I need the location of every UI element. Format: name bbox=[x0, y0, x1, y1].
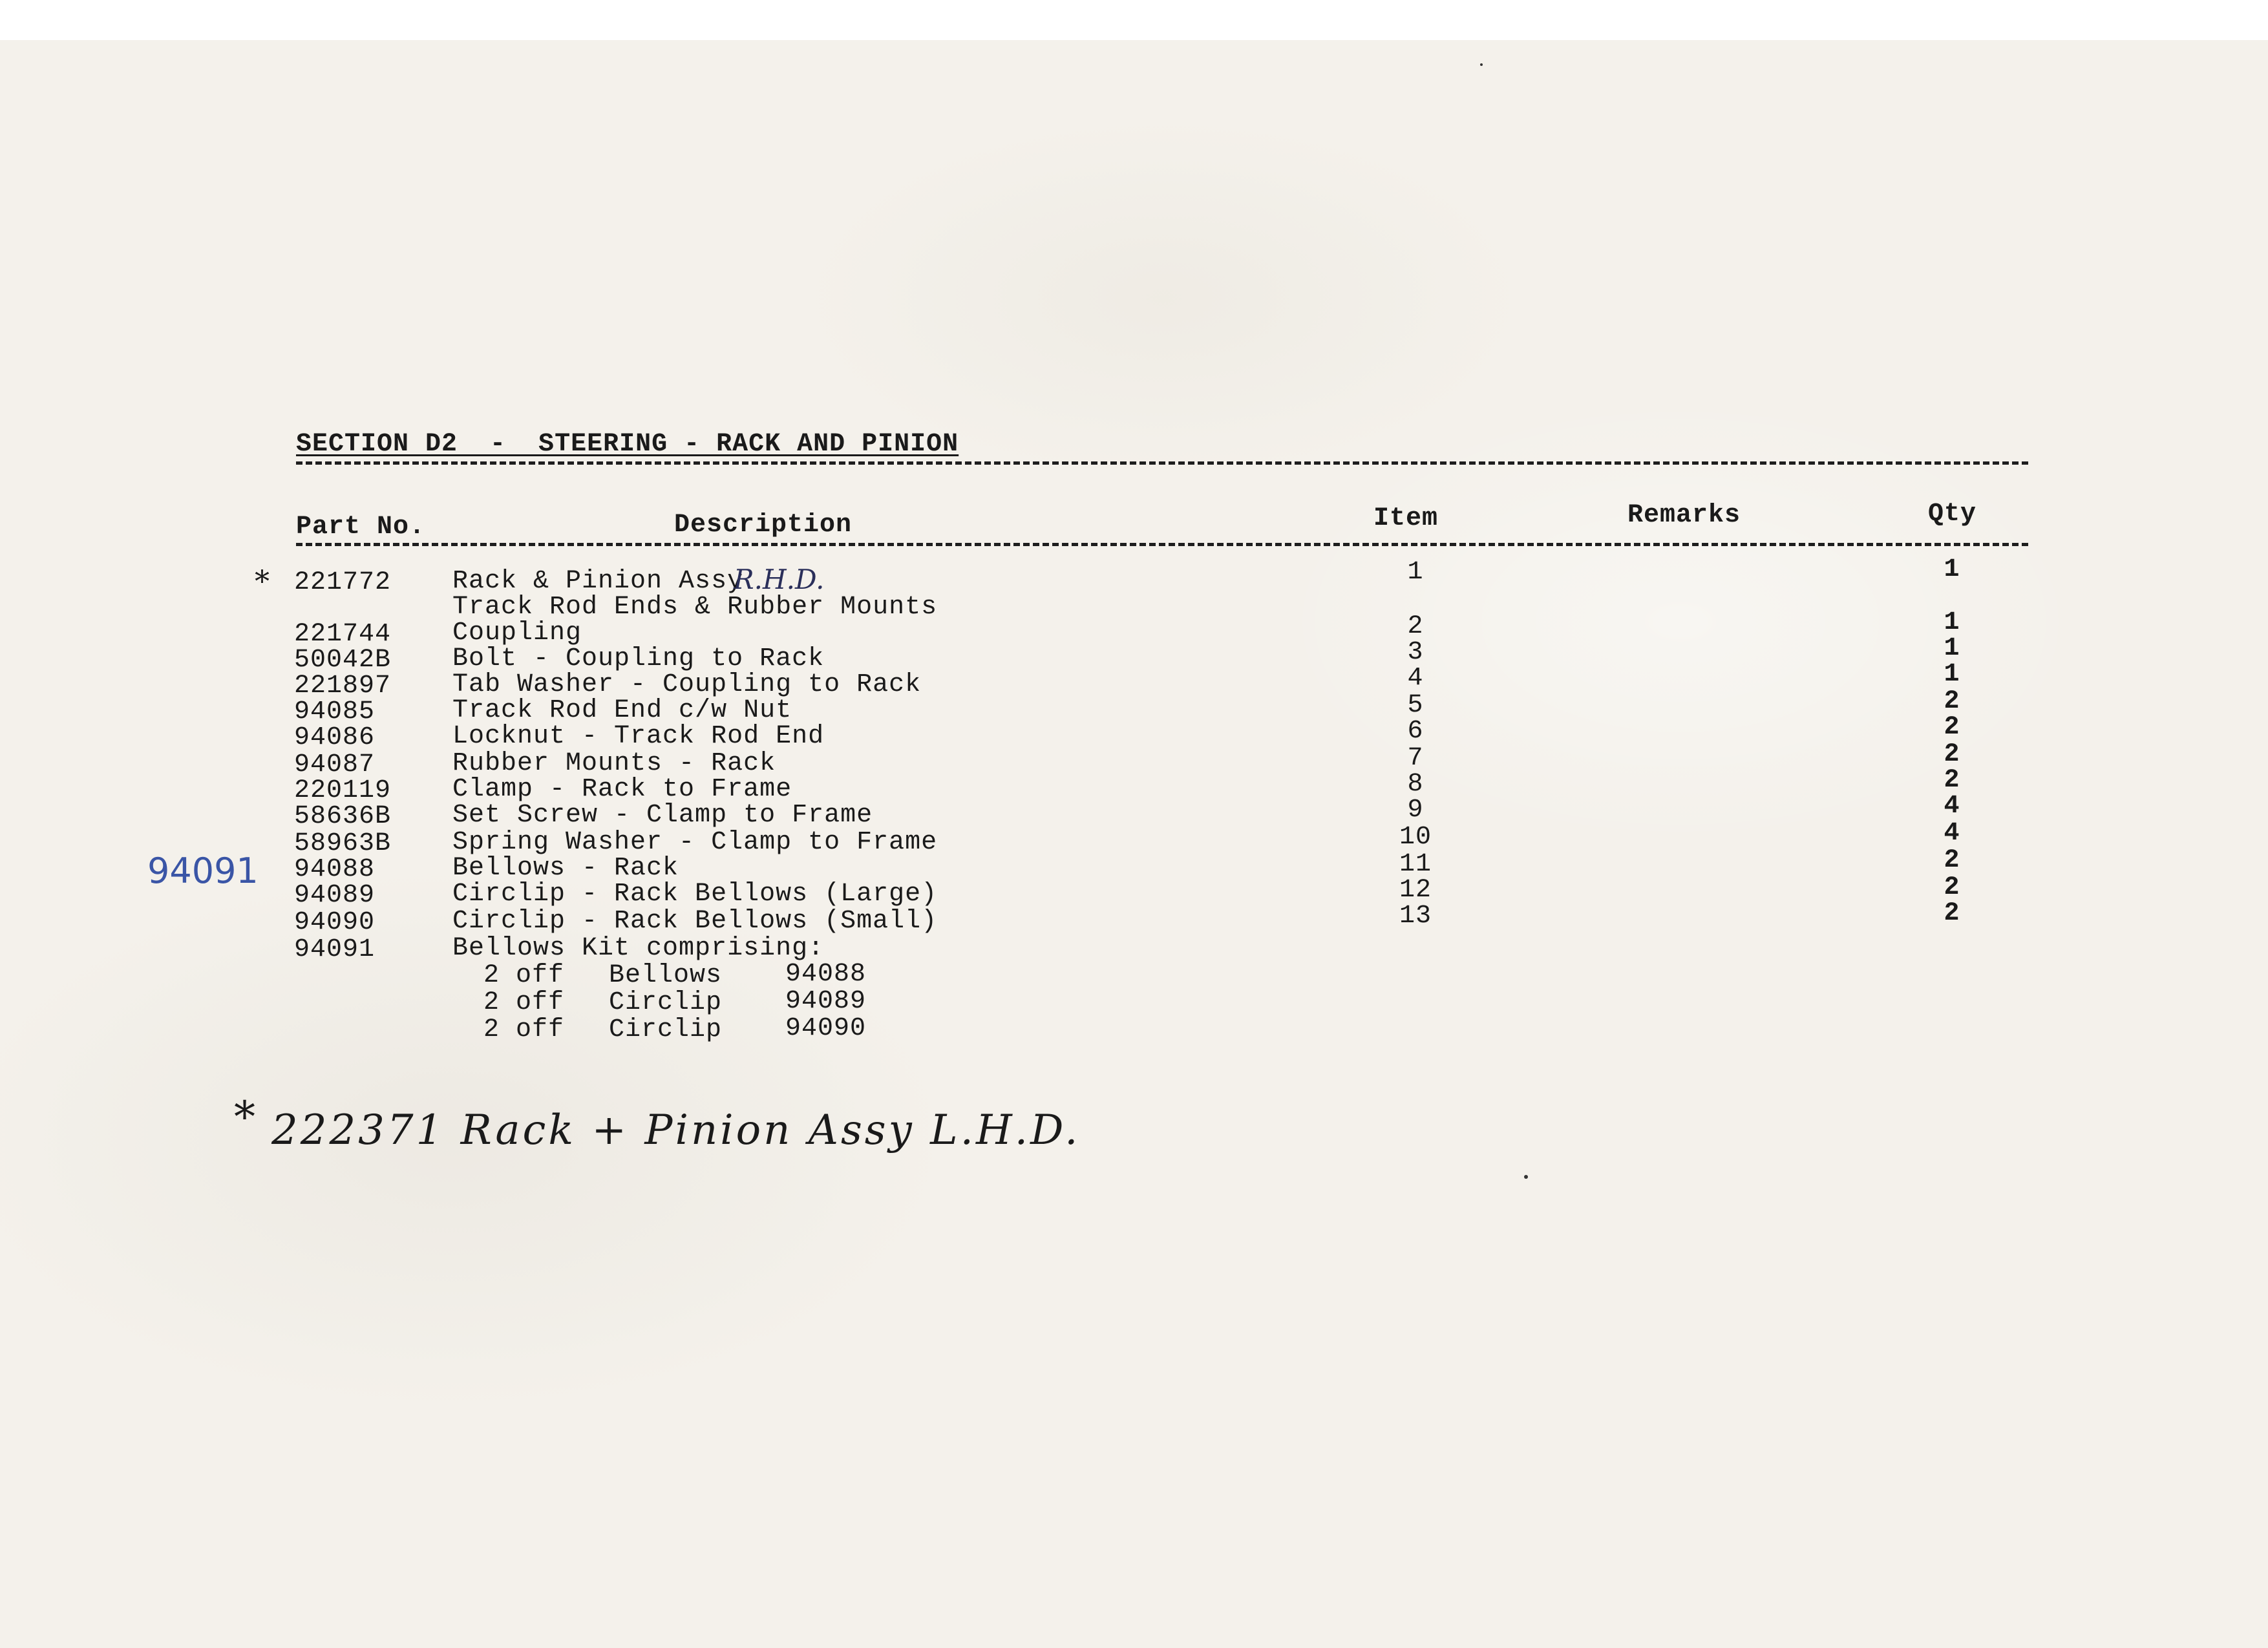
section-title: SECTION D2 - STEERING - RACK AND PINION bbox=[296, 430, 959, 459]
paper-speck bbox=[1524, 1175, 1528, 1179]
item-number: 7 bbox=[1407, 744, 1424, 773]
part-number: 94087 bbox=[294, 750, 376, 779]
part-number: 94089 bbox=[294, 881, 376, 910]
description: Bellows - Rack bbox=[452, 854, 679, 883]
kit-line-part: 94088 bbox=[785, 960, 867, 989]
handwritten-footnote: 222371 Rack + Pinion Assy L.H.D. bbox=[271, 1106, 1081, 1154]
quantity: 2 bbox=[1944, 740, 1960, 769]
item-number: 5 bbox=[1407, 691, 1424, 720]
description-continued: Track Rod Ends & Rubber Mounts bbox=[452, 593, 938, 622]
item-number: 8 bbox=[1407, 770, 1424, 799]
item-number: 9 bbox=[1407, 796, 1424, 825]
column-header-qty: Qty bbox=[1928, 500, 1977, 529]
kit-line-name: Circlip bbox=[609, 1015, 723, 1044]
item-number: 1 bbox=[1407, 558, 1424, 587]
description: Rubber Mounts - Rack bbox=[452, 749, 776, 778]
kit-line-part: 94089 bbox=[785, 987, 867, 1016]
description: Coupling bbox=[452, 618, 582, 648]
header-bottom-rule bbox=[296, 543, 2028, 546]
part-number: 94086 bbox=[294, 723, 376, 752]
item-number: 11 bbox=[1399, 850, 1432, 879]
column-header-part-no: Part No. bbox=[296, 512, 426, 542]
column-header-item: Item bbox=[1373, 504, 1439, 533]
item-number: 4 bbox=[1407, 664, 1424, 693]
column-header-description: Description bbox=[674, 511, 853, 540]
part-number: 58636B bbox=[294, 802, 392, 831]
kit-line-part: 94090 bbox=[785, 1014, 867, 1043]
quantity: 2 bbox=[1944, 687, 1960, 716]
description: Circlip - Rack Bellows (Small) bbox=[452, 907, 938, 936]
row-marker: * bbox=[255, 564, 270, 598]
kit-line-name: Bellows bbox=[609, 961, 723, 990]
handwritten-footnote-marker: * bbox=[234, 1092, 255, 1142]
column-header-remarks: Remarks bbox=[1627, 501, 1741, 530]
kit-line-name: Circlip bbox=[609, 988, 723, 1017]
paper-speck bbox=[1480, 63, 1483, 66]
item-number: 13 bbox=[1399, 902, 1432, 931]
item-number: 6 bbox=[1407, 717, 1424, 746]
description: Circlip - Rack Bellows (Large) bbox=[452, 880, 938, 909]
quantity: 4 bbox=[1944, 819, 1960, 848]
part-number: 94091 bbox=[294, 935, 376, 964]
description: Locknut - Track Rod End bbox=[452, 722, 825, 751]
quantity: 1 bbox=[1944, 608, 1960, 637]
description: Track Rod End c/w Nut bbox=[452, 696, 792, 725]
part-number: 58963B bbox=[294, 829, 392, 858]
part-number: 221744 bbox=[294, 620, 392, 649]
kit-line-qty: 2 off bbox=[483, 988, 565, 1017]
part-number: 94088 bbox=[294, 855, 376, 884]
part-number: 94085 bbox=[294, 697, 376, 726]
description: Clamp - Rack to Frame bbox=[452, 775, 792, 804]
description: Bellows Kit comprising: bbox=[452, 934, 825, 963]
item-number: 2 bbox=[1407, 612, 1424, 641]
quantity: 2 bbox=[1944, 873, 1960, 902]
quantity: 2 bbox=[1944, 846, 1960, 875]
description: Tab Washer - Coupling to Rack bbox=[452, 670, 922, 699]
kit-line-qty: 2 off bbox=[483, 1015, 565, 1044]
header-top-rule bbox=[296, 461, 2028, 465]
description: Spring Washer - Clamp to Frame bbox=[452, 828, 938, 857]
kit-line-qty: 2 off bbox=[483, 961, 565, 990]
part-number: 220119 bbox=[294, 776, 392, 805]
quantity: 2 bbox=[1944, 899, 1960, 928]
description: Rack & Pinion Assy bbox=[452, 567, 744, 596]
handwritten-margin-note: 94091 bbox=[147, 850, 259, 891]
description: Set Screw - Clamp to Frame bbox=[452, 801, 873, 830]
part-number: 94090 bbox=[294, 908, 376, 937]
item-number: 3 bbox=[1407, 638, 1424, 667]
quantity: 1 bbox=[1944, 634, 1960, 663]
item-number: 10 bbox=[1399, 823, 1432, 852]
description: Bolt - Coupling to Rack bbox=[452, 644, 825, 673]
part-number: 221897 bbox=[294, 671, 392, 701]
quantity: 1 bbox=[1944, 660, 1960, 689]
handwritten-rhd-note: R.H.D. bbox=[734, 564, 825, 595]
quantity: 2 bbox=[1944, 713, 1960, 742]
part-number: 221772 bbox=[294, 568, 392, 597]
quantity: 2 bbox=[1944, 766, 1960, 795]
quantity: 1 bbox=[1944, 555, 1960, 584]
item-number: 12 bbox=[1399, 876, 1432, 905]
quantity: 4 bbox=[1944, 792, 1960, 821]
part-number: 50042B bbox=[294, 646, 392, 675]
